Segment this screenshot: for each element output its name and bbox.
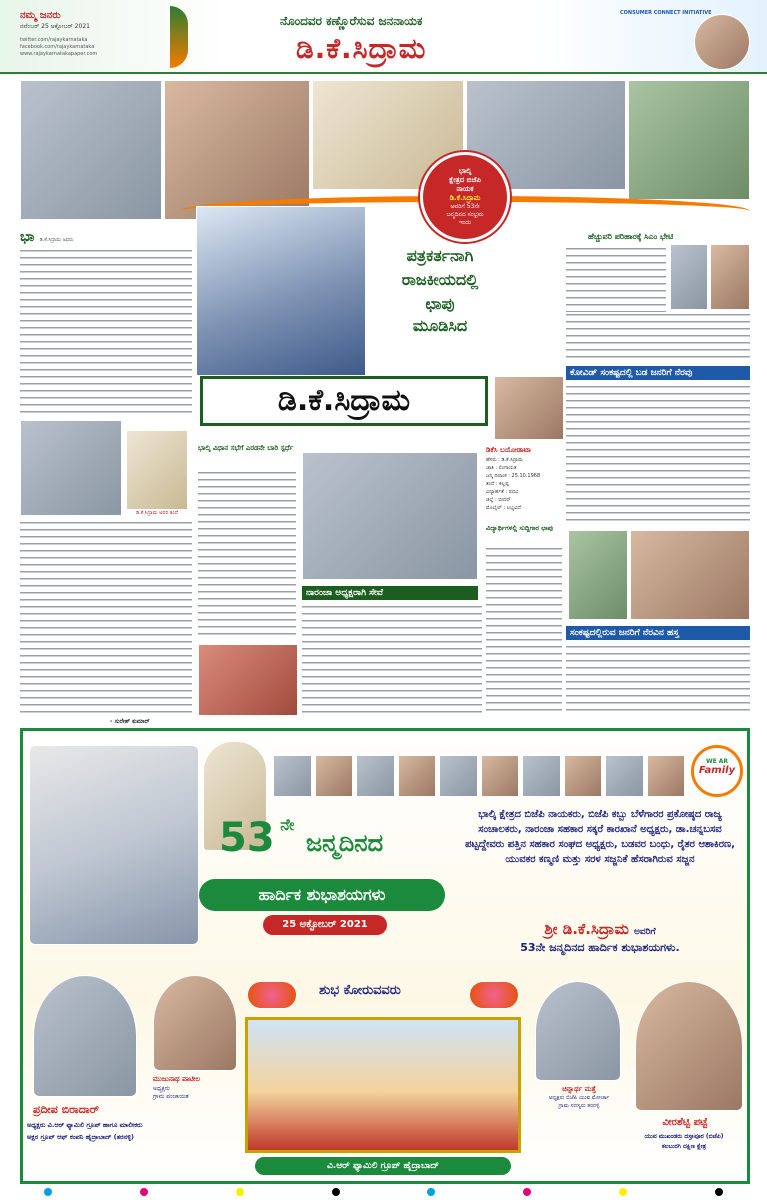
feature-headline bbox=[380, 246, 500, 336]
person-photo-1 bbox=[33, 975, 137, 1097]
left-kicker bbox=[20, 226, 73, 245]
badge-line7: ಇಂದು bbox=[458, 219, 472, 226]
leader-photo bbox=[564, 755, 603, 797]
person-photo-2 bbox=[153, 975, 237, 1071]
covid-text bbox=[566, 384, 750, 526]
reg-mark bbox=[44, 1188, 52, 1196]
badge-line4: ಡಿ.ಕೆ.ಸಿದ್ರಾಮ bbox=[449, 194, 481, 202]
visit-photo-1 bbox=[670, 244, 708, 310]
center-event-photo bbox=[302, 452, 478, 580]
person-org-4: ಕಲಬುರಗಿ ದಕ್ಷಿಣ ಕ್ಷೇತ್ರ bbox=[661, 1143, 707, 1150]
social-facebook[interactable]: facebook.com/rajaykarnataka bbox=[20, 44, 95, 50]
flower-decor-left bbox=[247, 981, 297, 1009]
section-bio-title: ಡಿಕೆಸಿ ಬಯೋಡಾಟಾ bbox=[486, 446, 531, 454]
bio-district: ಜಿಲ್ಲೆ : ಬೀದರ್ bbox=[486, 497, 511, 503]
paper-name: ನಮ್ಮ ಜನರು bbox=[20, 10, 61, 21]
family-logo bbox=[691, 745, 743, 797]
leader-photo bbox=[605, 755, 644, 797]
visit-photo-2 bbox=[710, 244, 750, 310]
honoree-suffix: ಅವರಿಗೆ bbox=[633, 927, 656, 937]
person-role-4: ಯುವ ಮುಖಂಡರು ದಸ್ತಾಪೂರ (ಬಿಜೆಪಿ) bbox=[644, 1133, 724, 1140]
ad-birthday-number bbox=[219, 815, 383, 861]
honoree-name: ಶ್ರೀ ಡಿ.ಕೆ.ಸಿದ್ರಾಮ bbox=[544, 920, 629, 938]
bio-dob: ಜನ್ಮ ದಿನಾಂಕ : 25.10.1968 bbox=[486, 473, 541, 479]
biodata-list bbox=[486, 456, 562, 512]
leader-photo bbox=[522, 755, 561, 797]
left-article-text-2 bbox=[20, 520, 192, 716]
leader-photo bbox=[439, 755, 478, 797]
reg-mark bbox=[332, 1188, 340, 1196]
ad-group-photo bbox=[245, 1017, 521, 1153]
person-role-1: ಅಧ್ಯಕ್ಷರು ವಿ.ಆರ್ ಫ್ಯಾಮಿಲಿ ಗ್ರೂಪ್ ಹಾಗೂ ಮಾಲೀಕರು bbox=[27, 1121, 143, 1129]
naranja-photo bbox=[198, 644, 298, 716]
birthday-number: 53 bbox=[219, 815, 275, 861]
masthead-left bbox=[20, 10, 170, 57]
left-photo-1 bbox=[20, 420, 122, 516]
left-article-text bbox=[20, 248, 192, 416]
leader-photo bbox=[315, 755, 354, 797]
section-covid-title: ಕೋವಿಡ್ ಸಂಕಷ್ಟದಲ್ಲಿ ಬಡ ಜನರಿಗೆ ನೆರವು bbox=[566, 366, 750, 380]
covid-side-photo bbox=[494, 376, 564, 440]
person-photo-3 bbox=[535, 981, 621, 1081]
father-caption: ಡಿ.ಕೆ.ಸಿದ್ರಾಮ ಅವರ ತಂದೆ bbox=[135, 510, 179, 516]
leader-photo bbox=[481, 755, 520, 797]
masthead bbox=[0, 0, 767, 74]
issue-date: ನವೆಂಬರ್ 25 ಅಕ್ಟೋಬರ್ 2021 bbox=[20, 23, 90, 30]
byline: ಡಿ.ಕೆ.ಸಿದ್ರಾಮ ಅವರು bbox=[39, 237, 74, 243]
badge-line6: ಜನ್ಮದಿನದ ಸಂಭ್ರಮ bbox=[446, 211, 484, 218]
top-photo-5 bbox=[628, 80, 750, 200]
person-org-3: ಗ್ರಾಮ ಸದಸ್ಯರು ತರನಳ್ಳಿ bbox=[558, 1103, 600, 1109]
leader-photo bbox=[273, 755, 312, 797]
ad-greeting-banner: ಹಾರ್ದಿಕ ಶುಭಾಶಯಗಳು bbox=[199, 879, 445, 911]
person-org-2: ಗ್ರಾಮ ಪಂಚಾಯತ bbox=[153, 1093, 189, 1100]
ad-leader-strip bbox=[273, 755, 685, 797]
headline-line-1: ಪತ್ರಕರ್ತನಾಗಿ bbox=[406, 246, 474, 265]
reg-mark bbox=[523, 1188, 531, 1196]
person-name-3: ಚಿನ್ನಾರ್ಥ ಮತ್ತೆ bbox=[562, 1085, 596, 1093]
leader-photo bbox=[356, 755, 395, 797]
birthday-badge bbox=[420, 152, 510, 242]
initiative-label: CONSUMER CONNECT INITIATIVE bbox=[620, 10, 712, 16]
section-naranja-title: ನಾರಂಜಾ ಅಧ್ಯಕ್ಷರಾಗಿ ಸೇವೆ bbox=[302, 586, 478, 600]
top-photo-1 bbox=[20, 80, 162, 220]
reg-mark bbox=[140, 1188, 148, 1196]
article-sign: - ಸುರೇಶ್ ಕುಮಾರ್ bbox=[110, 718, 150, 725]
section-students-title: ವಿದ್ಯಾರ್ಥಿಗಳಲ್ಲಿ ಸುದ್ದಿಗಾರ ಛಾಪು bbox=[486, 524, 554, 532]
leader-photo bbox=[647, 755, 686, 797]
person-role-3: ಅಧ್ಯಕ್ಷರು ಬಿಜೆಪಿ ಯುವ ಮೋರ್ಚಾ bbox=[548, 1095, 610, 1101]
person-name-2: ಮುಜುನಾಥ ಪಾಟೀಲ bbox=[153, 1075, 201, 1083]
social-twitter[interactable]: twitter.com/rajaykarnataka bbox=[20, 37, 88, 43]
left-photo-father bbox=[126, 430, 188, 510]
ad-honoree-line bbox=[457, 919, 743, 938]
ad-date-banner: 25 ಅಕ್ಟೋಬರ್ 2021 bbox=[263, 915, 387, 935]
person-name-1: ಪ್ರದೀಪ ಬಿರಾದಾರ್ bbox=[33, 1103, 100, 1116]
right-photo-2 bbox=[630, 530, 750, 620]
tagline: ನೊಂದವರ ಕಣ್ಣೊರೆಸುವ ಜನನಾಯಕ bbox=[280, 14, 423, 28]
section-assembly-title: ಭಾಲ್ಕಿ ವಿಧಾನ ಸಭೆಗೆ ಎರಡನೇ ಬಾರಿ ಸ್ಪರ್ಧೆ bbox=[198, 444, 294, 452]
naranja-text bbox=[302, 604, 482, 716]
person-name-4: ವೀರಶೆಟ್ಟಿ ಪಟ್ಟೆ bbox=[662, 1117, 708, 1128]
person-photo-4 bbox=[635, 981, 743, 1111]
flower-decor-right bbox=[469, 981, 519, 1009]
reg-mark bbox=[236, 1188, 244, 1196]
ad-panel bbox=[20, 728, 750, 1184]
person-org-1: ಅಕ್ಷರ ಗ್ರೂಪ್ ಆಫ್ ಕಂಪನಿ ಹೈದ್ರಾಬಾದ್ (ತರನಳ್ಳಿ) bbox=[27, 1133, 134, 1141]
badge-line1: ಭಾಲ್ಕಿ bbox=[458, 167, 472, 175]
help-text bbox=[566, 644, 750, 716]
logo-word: Family bbox=[698, 765, 736, 776]
leader-photo bbox=[398, 755, 437, 797]
feature-portrait bbox=[196, 206, 366, 376]
ad-wishers-title: ಶುಭ ಕೋರುವವರು bbox=[319, 983, 401, 998]
assembly-text bbox=[198, 470, 296, 640]
bio-education: ವಿದ್ಯಾರ್ಹತೆ : ಪದವಿ bbox=[486, 489, 519, 495]
birthday-superscript: ನೇ bbox=[280, 815, 295, 834]
logo-top: WE AR bbox=[705, 758, 729, 765]
headline-line-3: ಛಾಪು bbox=[425, 294, 455, 313]
kicker-letter: ಭಾ bbox=[20, 229, 35, 245]
visit-text-2 bbox=[566, 312, 750, 362]
right-photo-1 bbox=[568, 530, 628, 620]
name-banner: ಡಿ.ಕೆ.ಸಿದ್ರಾಮ bbox=[200, 376, 488, 426]
badge-line3: ನಾಯಕ bbox=[456, 185, 474, 193]
badge-line5: ಅವರಿಗೆ 53ನೇ bbox=[450, 203, 480, 210]
students-text bbox=[486, 546, 562, 714]
bio-caste: ಜಾತಿ : ಲಿಂಗಾಯತ bbox=[486, 465, 517, 471]
headline-name: ಡಿ.ಕೆ.ಸಿದ್ರಾಮ bbox=[296, 32, 427, 65]
headline-line-4: ಮೂಡಿಸಿದ bbox=[412, 316, 468, 335]
reg-mark bbox=[619, 1188, 627, 1196]
bio-name: ಹೆಸರು : ಡಿ.ಕೆ.ಸಿದ್ರಾಮ bbox=[486, 457, 523, 463]
headline-line-2: ರಾಜಕೀಯದಲ್ಲಿ bbox=[401, 270, 479, 289]
badge-line2: ಕ್ಷೇತ್ರದ ಬಿಜೆಪಿ bbox=[449, 176, 481, 184]
ad-group-caption: ವಿ.ಆರ್ ಫ್ಯಾಮಿಲಿ ಗ್ರೂಪ್ ಹೈದ್ರಾಬಾದ್ bbox=[255, 1157, 511, 1175]
person-role-2: ಅಧ್ಯಕ್ಷರು bbox=[153, 1085, 170, 1092]
social-web[interactable]: www.rajaykarnatakapaper.com bbox=[20, 51, 98, 57]
bio-phone: ಮೊಬೈಲ್ : ಲಭ್ಯವಿದೆ bbox=[486, 505, 521, 511]
birthday-word: ಜನ್ಮದಿನದ bbox=[305, 829, 384, 857]
section-visit-title: ಹೆಚ್ಚುವರಿ ಪರಿಹಾರಕ್ಕೆ ಸಿಎಂ ಭೇಟಿ bbox=[588, 232, 674, 241]
section-help-title: ಸಂಕಷ್ಟದಲ್ಲಿರುವ ಜನರಿಗೆ ನೆರವಿನ ಹಸ್ತ bbox=[566, 626, 750, 640]
bio-father: ತಂದೆ : ಕಲ್ಲಪ್ಪ bbox=[486, 481, 509, 487]
ad-body: ಭಾಲ್ಕಿ ಕ್ಷೇತ್ರದ ಬಿಜೆಪಿ ನಾಯಕರು, ಬಿಜೆಪಿ ಕಬ್ಬು ಬೆಳೆಗಾರರ ಪ್ರಕೋಷ್ಠದ ರಾಜ್ಯ ಸಂಚಾಲಕರು, ನಾರಂಜಾ ಸಹಕಾರ ಸಕ್ಕರೆ ಕಾರಖಾನೆ ಅಧ್ಯಕ್ಷರು, ಡಾ.ಚನ್ನಬಸವ ಪಟ್ಟದ್ದೇವರು ಪತ್ತಿನ ಸಹಕಾರ ಸಂಘದ ಅಧ್ಯಕ್ಷರು, ಬಡವರ ಬಂಧು, ರೈತರ ಆಶಾಕಿರಣ, ಯುವಕರ ಕಣ್ಮಣಿ ಮತ್ತು ಸರಳ ಸಜ್ಜನಿಕೆ ಹೆಸರಾಗಿರುವ ಸಜ್ಜನ bbox=[465, 809, 735, 865]
ad-closing: 53ನೇ ಜನ್ಮದಿನದ ಹಾರ್ದಿಕ ಶುಭಾಶಯಗಳು. bbox=[520, 941, 680, 954]
reg-mark bbox=[427, 1188, 435, 1196]
registration-marks bbox=[0, 1188, 767, 1196]
reg-mark bbox=[715, 1188, 723, 1196]
masthead-portrait bbox=[694, 14, 750, 70]
ad-main-portrait bbox=[29, 745, 199, 945]
masthead-swoosh bbox=[170, 6, 188, 68]
